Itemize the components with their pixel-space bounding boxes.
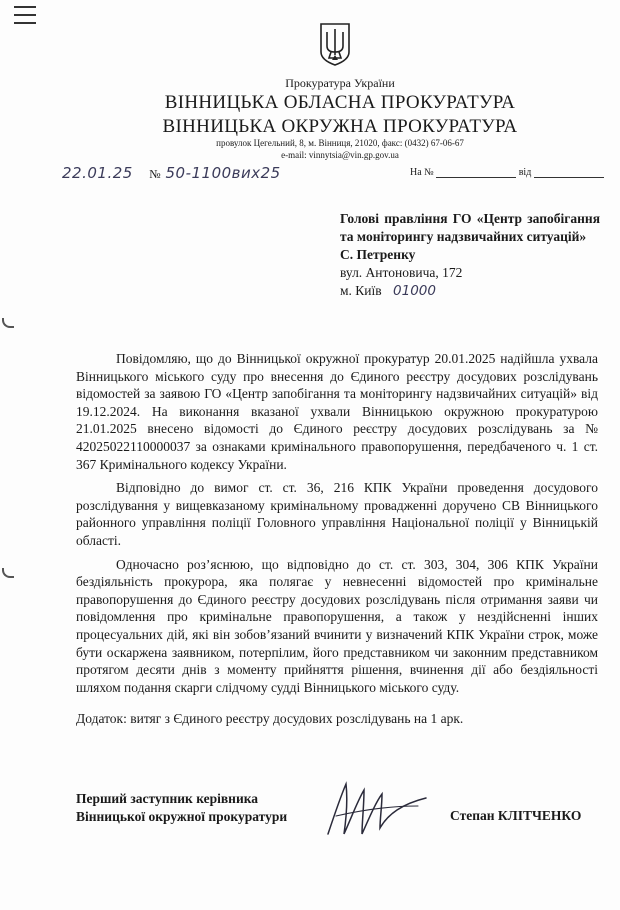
outgoing-date: 22.01.25	[62, 164, 133, 182]
outgoing-no-sign: №	[149, 167, 162, 181]
incoming-from-label: від	[518, 167, 532, 178]
margin-tick	[2, 568, 14, 578]
body-paragraph-1: Повідомляю, що до Вінницької окружної прокуратур 20.01.2025 надійшла ухвала Вінницького міського суду про внесення до Єдиного реєстру досудових розслідувань відомостей за заявою ГО «Центр запобігання та моніторингу надзвичайних ситуацій» від 19.12.2024. На виконання вказаної ухвали Вінницькою окружною прокуратурою 21.01.2025 внесено відомості до Єдиного реєстру досудових розслідувань за № 42025022110000037 за ознаками кримінального правопорушення, передбаченого ч. 1 ст. 367 Кримінального кодексу України.	[76, 351, 598, 472]
edge-mark	[14, 6, 36, 8]
signatory-title-line1: Перший заступник керівника	[76, 791, 259, 806]
incoming-no-label: На №	[410, 167, 434, 178]
margin-tick	[2, 318, 14, 328]
handwritten-signature	[322, 776, 432, 840]
regional-office-title: ВІННИЦЬКА ОБЛАСНА ПРОКУРАТУРА	[164, 92, 516, 113]
outgoing-number: 50-1100вих25	[165, 164, 281, 182]
recipient-street: вул. Антоновича, 172	[340, 265, 463, 280]
recipient-name: С. Петренку	[340, 247, 416, 262]
recipient-city: м. Київ	[340, 283, 382, 298]
office-address: провулок Цегельний, 8, м. Вінниця, 21020, факс: (0432) 67-06-67	[216, 138, 464, 148]
office-email: e-mail: vinnytsia@vin.gp.gov.ua	[281, 150, 399, 160]
edge-mark	[14, 22, 36, 24]
edge-mark	[14, 14, 36, 16]
trident-emblem-icon	[318, 22, 352, 66]
outgoing-reference	[62, 164, 281, 183]
recipient-block	[340, 210, 600, 300]
incoming-reference	[410, 167, 604, 178]
ministry-name: Прокуратура України	[285, 76, 395, 90]
signatory-title-line2: Вінницької окружної прокуратури	[76, 809, 288, 824]
recipient-postcode: 01000	[393, 283, 436, 299]
signatory-name: Степан КЛІТЧЕНКО	[450, 808, 582, 823]
district-office-title: ВІННИЦЬКА ОКРУЖНА ПРОКУРАТУРА	[162, 116, 518, 137]
attachment-note: Додаток: витяг з Єдиного реєстру досудових розслідувань на 1 арк.	[76, 711, 464, 727]
recipient-organization: Голові правління ГО «Центр запобігання та моніторингу надзвичайних ситуацій»	[340, 211, 600, 244]
signatory-title	[76, 790, 287, 826]
body-paragraph-3: Одночасно роз’яснюю, що відповідно до ст. ст. 303, 304, 306 КПК України бездіяльність прокурора, яка полягає у невнесенні відомостей про кримінальне правопорушення до Єдиного реєстру досудових розслідувань після отримання заяви чи повідомлення про кримінальне правопорушення, а також у нездійсненні інших процесуальних дій, які він зобов’язаний вчинити у визначений КПК України строк, може бути оскаржена заявником, потерпілим, його представником чи законним представником протягом десяти днів з моменту прийняття рішення, вчинення дії або бездіяльності шляхом подання скарги слідчому судді Вінницького міського суду.	[76, 556, 598, 695]
recipient-city-line	[340, 282, 600, 300]
letter-body	[76, 350, 598, 734]
body-paragraph-2: Відповідно до вимог ст. ст. 36, 216 КПК України проведення досудового розслідування у вищевказаному кримінальному провадженні доручено СВ Вінницького районного управління поліції Головного управління Національної поліції у Вінницькій області.	[76, 480, 598, 548]
